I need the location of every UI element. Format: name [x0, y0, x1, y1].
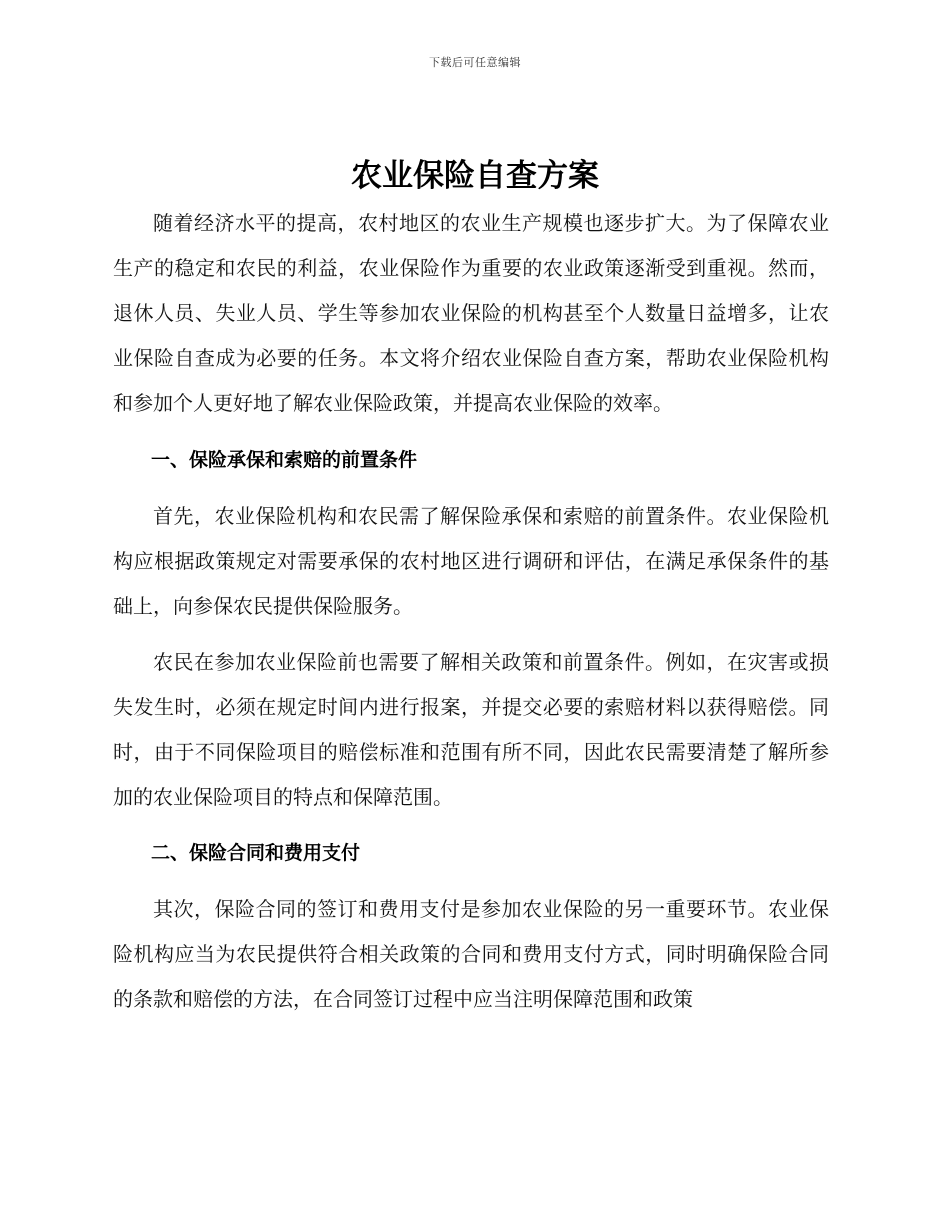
section-heading-1: 一、保险承保和索赔的前置条件: [151, 449, 418, 471]
intro-paragraph: 随着经济水平的提高，农村地区的农业生产规模也逐步扩大。为了保障农业生产的稳定和农民的利益，农业保险作为重要的农业政策逐渐受到重视。然而，退休人员、失业人员、学生等参加农业保险的机构甚至个人数量日益增多，让农业保险自查成为必要的任务。本文将介绍农业保险自查方案，帮助农业保险机构和参加个人更好地了解农业保险政策，并提高农业保险的效率。: [113, 211, 829, 415]
page-header-note: 下载后可任意编辑: [429, 56, 521, 69]
section2-paragraph-1: 其次，保险合同的签订和费用支付是参加农业保险的另一重要环节。农业保险机构应当为农民提供符合相关政策的合同和费用支付方式，同时明确保险合同的条款和赔偿的方法，在合同签订过程中应当注明保障范围和政策: [113, 897, 829, 1011]
document-title: 农业保险自查方案: [351, 158, 599, 194]
section1-paragraph-2: 农民在参加农业保险前也需要了解相关政策和前置条件。例如，在灾害或损失发生时，必须在规定时间内进行报案，并提交必要的索赔材料以获得赔偿。同时，由于不同保险项目的赔偿标准和范围有所不同，因此农民需要清楚了解所参加的农业保险项目的特点和保障范围。: [113, 650, 829, 809]
section1-paragraph-1: 首先，农业保险机构和农民需了解保险承保和索赔的前置条件。农业保险机构应根据政策规定对需要承保的农村地区进行调研和评估，在满足承保条件的基础上，向参保农民提供保险服务。: [113, 504, 829, 618]
section-heading-2: 二、保险合同和费用支付: [151, 842, 361, 864]
document-body: [113, 201, 829, 1022]
